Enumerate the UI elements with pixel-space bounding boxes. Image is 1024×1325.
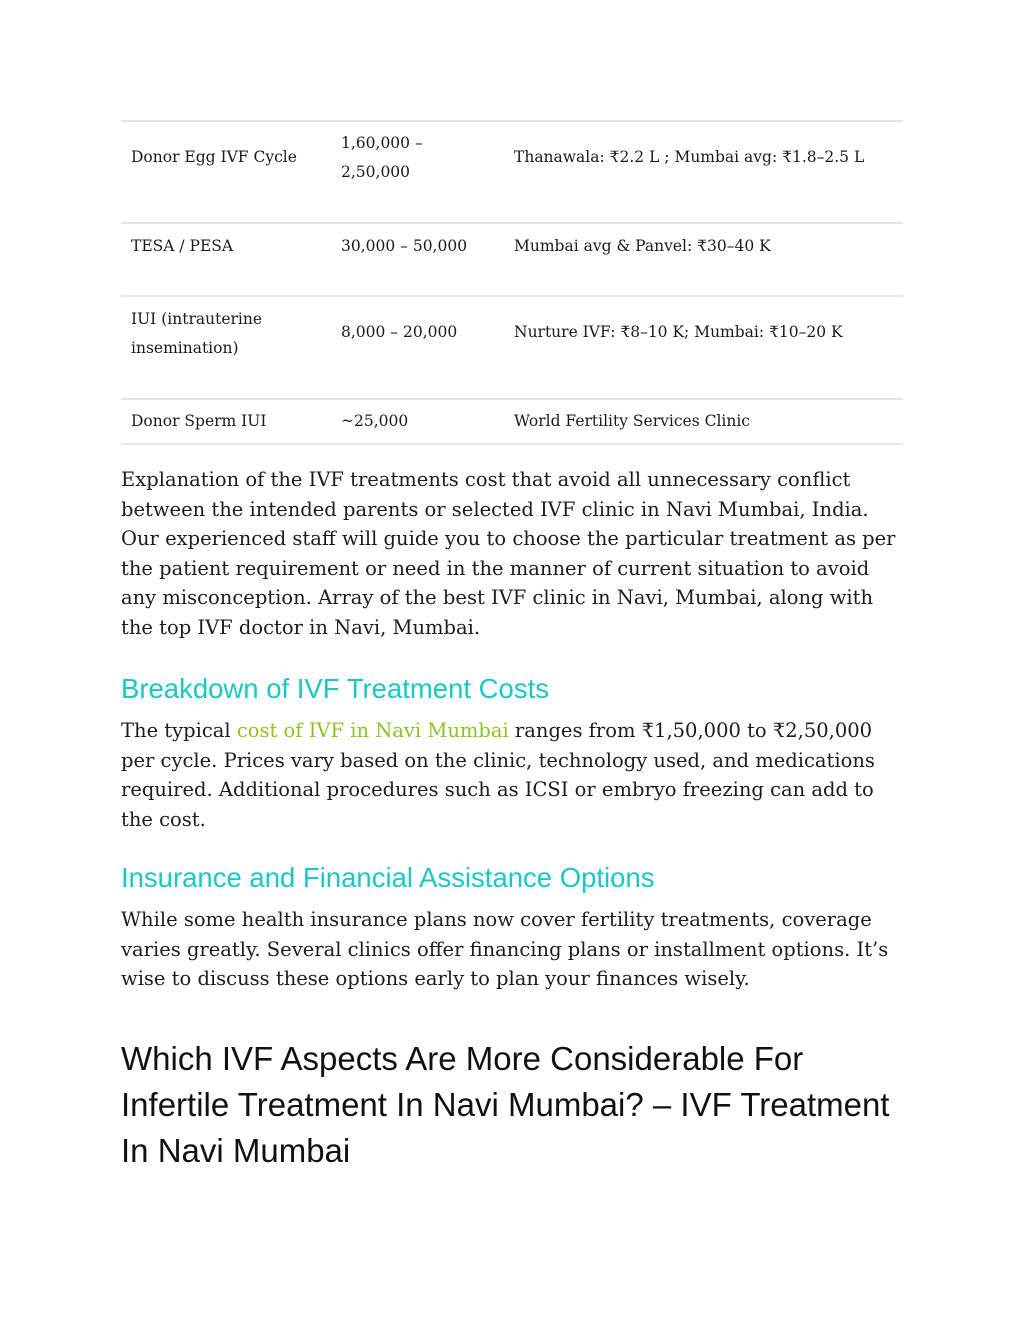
treatment-cell: TESA / PESA xyxy=(131,236,234,255)
cost-cell: 30,000 – 50,000 xyxy=(341,236,468,255)
treatment-line: IUI (intrauterine xyxy=(131,309,263,328)
cost-cell xyxy=(331,121,504,223)
breakdown-text-after: ranges from ₹1,50,000 to ₹2,50,000 per cycle. Prices vary based on the clinic, technology used, and medications required. Additional procedures such as ICSI or embryo freezing can add to the cost. xyxy=(121,719,875,831)
reference-cell: Thanawala: ₹2.2 L ; Mumbai avg: ₹1.8–2.5 L xyxy=(514,147,865,166)
breakdown-text-before: The typical xyxy=(121,719,237,742)
reference-cell: World Fertility Services Clinic xyxy=(514,412,750,430)
table-row xyxy=(121,121,903,223)
aspects-heading: Which IVF Aspects Are More Considerable For Infertile Treatment In Navi Mumbai? – IVF Treatment In Navi Mumbai xyxy=(121,1039,890,1169)
table-row xyxy=(121,399,903,444)
breakdown-paragraph xyxy=(121,716,903,834)
ivf-cost-table xyxy=(121,120,903,445)
insurance-heading: Insurance and Financial Assistance Options xyxy=(121,862,655,893)
insurance-paragraph: While some health insurance plans now cover fertility treatments, coverage varies greatly. Several clinics offer financing plans or installment options. It’s wise to discuss these options early to plan your finances wisely. xyxy=(121,908,889,990)
ivf-cost-link[interactable]: cost of IVF in Navi Mumbai xyxy=(236,719,509,742)
table-row xyxy=(121,223,903,296)
explanation-paragraph: Explanation of the IVF treatments cost that avoid all unnecessary conflict between the intended parents or selected IVF clinic in Navi Mumbai, India. Our experienced staff will guide you to choose the particular treatment as per the patient requirement or need in the manner of current situation to avoid any misconception. Array of the best IVF clinic in Navi, Mumbai, along with the top IVF doctor in Navi, Mumbai. xyxy=(121,468,896,639)
cost-cell: 8,000 – 20,000 xyxy=(341,323,458,341)
treatment-cell: Donor Egg IVF Cycle xyxy=(131,147,297,166)
cost-line: 1,60,000 – xyxy=(341,134,423,152)
article-content xyxy=(121,120,903,1174)
breakdown-heading: Breakdown of IVF Treatment Costs xyxy=(121,673,549,704)
cost-cell: ~25,000 xyxy=(341,412,409,430)
treatment-cell: Donor Sperm IUI xyxy=(131,412,267,430)
cost-line: 2,50,000 xyxy=(341,163,411,181)
treatment-cell xyxy=(121,296,331,399)
treatment-line: insemination) xyxy=(131,338,239,357)
reference-cell: Mumbai avg & Panvel: ₹30–40 K xyxy=(514,236,771,255)
table-row xyxy=(121,296,903,399)
reference-cell: Nurture IVF: ₹8–10 K; Mumbai: ₹10–20 K xyxy=(514,323,843,341)
